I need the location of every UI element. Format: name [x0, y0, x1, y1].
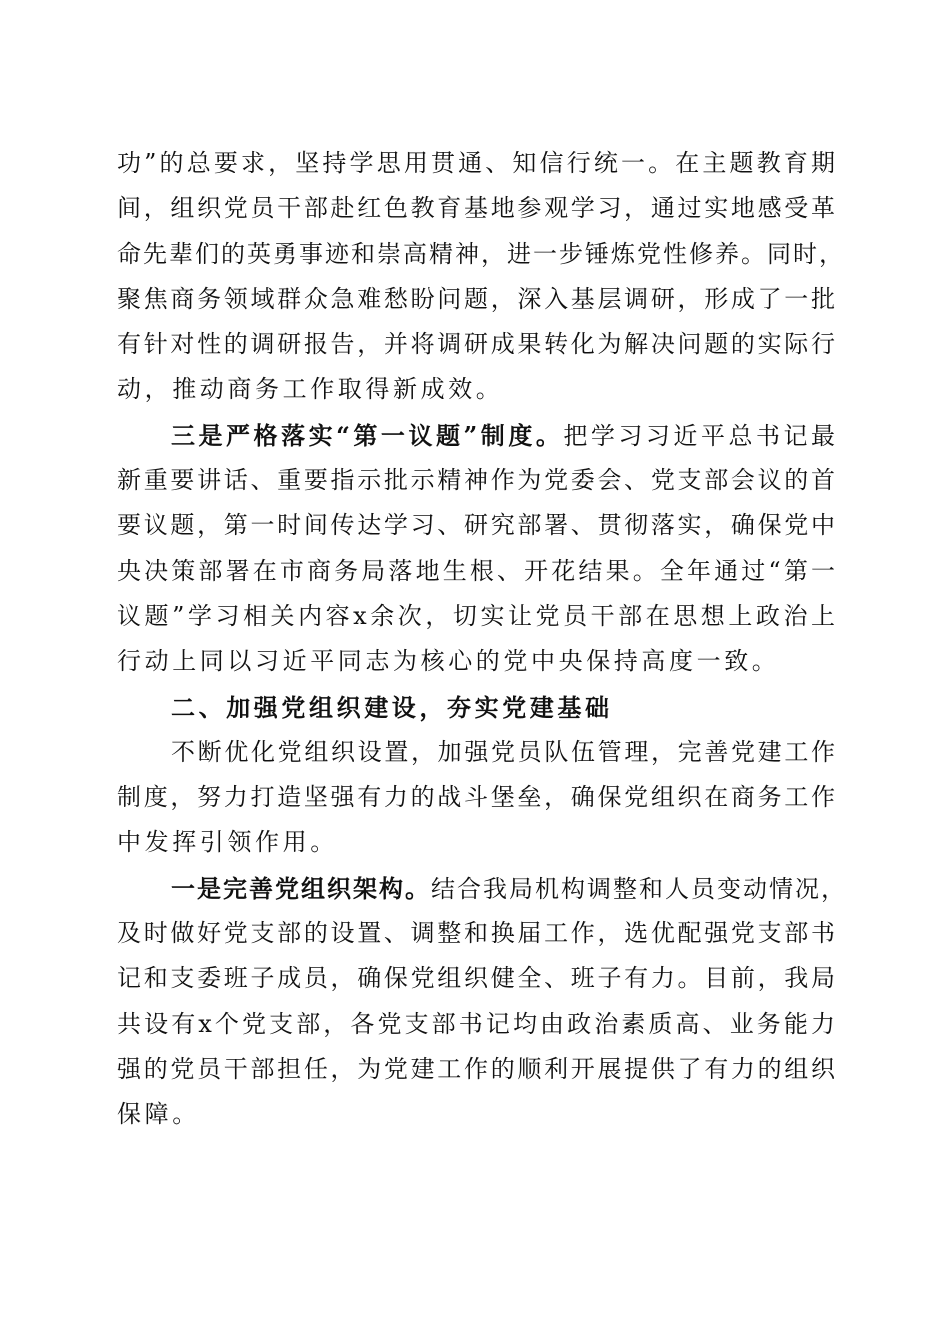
body-text: 新重要讲话、重要指示批示精神作为党委会、党支部会议的首	[117, 466, 837, 495]
text-line	[117, 775, 837, 820]
document-page	[117, 141, 847, 1138]
body-text: 议题”学习相关内容x余次，切实让党员干部在思想上政治上	[117, 601, 837, 630]
text-line	[117, 730, 837, 775]
body-text: 功”的总要求，坚持学思用贯通、知信行统一。在主题教育期	[117, 149, 837, 177]
body-text: 不断优化党组织设置，加强党员队伍管理，完善党建工作	[171, 737, 837, 766]
body-text: 行动上同以习近平同志为核心的党中央保持高度一致。	[117, 647, 780, 676]
text-line	[117, 685, 837, 730]
text-line	[117, 458, 837, 503]
body-text: 有针对性的调研报告，并将调研成果转化为解决问题的实际行	[117, 330, 837, 359]
paragraph	[117, 413, 837, 685]
body-text: 制度，努力打造坚强有力的战斗堡垒，确保党组织在商务工作	[117, 783, 837, 812]
text-line	[117, 322, 837, 367]
body-text: 间，组织党员干部赴红色教育基地参观学习，通过实地感受革	[117, 194, 837, 223]
body-text: 把学习习近平总书记最	[563, 421, 838, 450]
text-line	[117, 186, 837, 231]
text-line	[117, 956, 837, 1001]
paragraph	[117, 141, 845, 413]
body-text: 共设有x个党支部，各党支部书记均由政治素质高、业务能力	[117, 1009, 837, 1038]
body-text: 中发挥引领作用。	[117, 828, 338, 857]
bold-lead-text: 三是严格落实“第一议题”制度。	[171, 420, 564, 450]
text-line	[117, 549, 837, 594]
body-text: 聚焦商务领域群众急难愁盼问题，深入基层调研，形成了一批	[117, 284, 837, 313]
text-line	[117, 141, 837, 186]
text-line	[117, 1092, 837, 1137]
text-line	[117, 367, 837, 412]
text-line	[117, 232, 845, 277]
body-text: 及时做好党支部的设置、调整和换届工作，选优配强党支部书	[117, 919, 837, 948]
body-text: 要议题，第一时间传达学习、研究部署、贯彻落实，确保党中	[117, 511, 837, 540]
body-text: 结合我局机构调整和人员变动情况，	[431, 874, 847, 903]
body-text: 动，推动商务工作取得新成效。	[117, 375, 504, 404]
body-text: 命先辈们的英勇事迹和崇高精神，进一步锤炼党性修养。同时，	[117, 239, 845, 268]
text-line	[117, 639, 837, 684]
body-text: 央决策部署在市商务局落地生根、开花结果。全年通过“第一	[117, 556, 837, 585]
text-line	[117, 413, 837, 458]
text-line	[117, 1002, 837, 1047]
bold-lead-text: 二、加强党组织建设，夯实党建基础	[171, 692, 613, 722]
text-line	[117, 911, 837, 956]
paragraph	[117, 866, 847, 1138]
paragraph	[117, 685, 837, 730]
text-line	[117, 503, 837, 548]
paragraph	[117, 730, 837, 866]
text-line	[117, 820, 837, 865]
bold-lead-text: 一是完善党组织架构。	[171, 873, 431, 903]
body-text: 强的党员干部担任，为党建工作的顺利开展提供了有力的组织	[117, 1054, 837, 1083]
body-text: 记和支委班子成员，确保党组织健全、班子有力。目前，我局	[117, 964, 837, 993]
body-text: 保障。	[117, 1100, 200, 1129]
text-line	[117, 1047, 837, 1092]
text-line	[117, 594, 837, 639]
text-line	[117, 277, 837, 322]
text-line	[117, 866, 847, 911]
